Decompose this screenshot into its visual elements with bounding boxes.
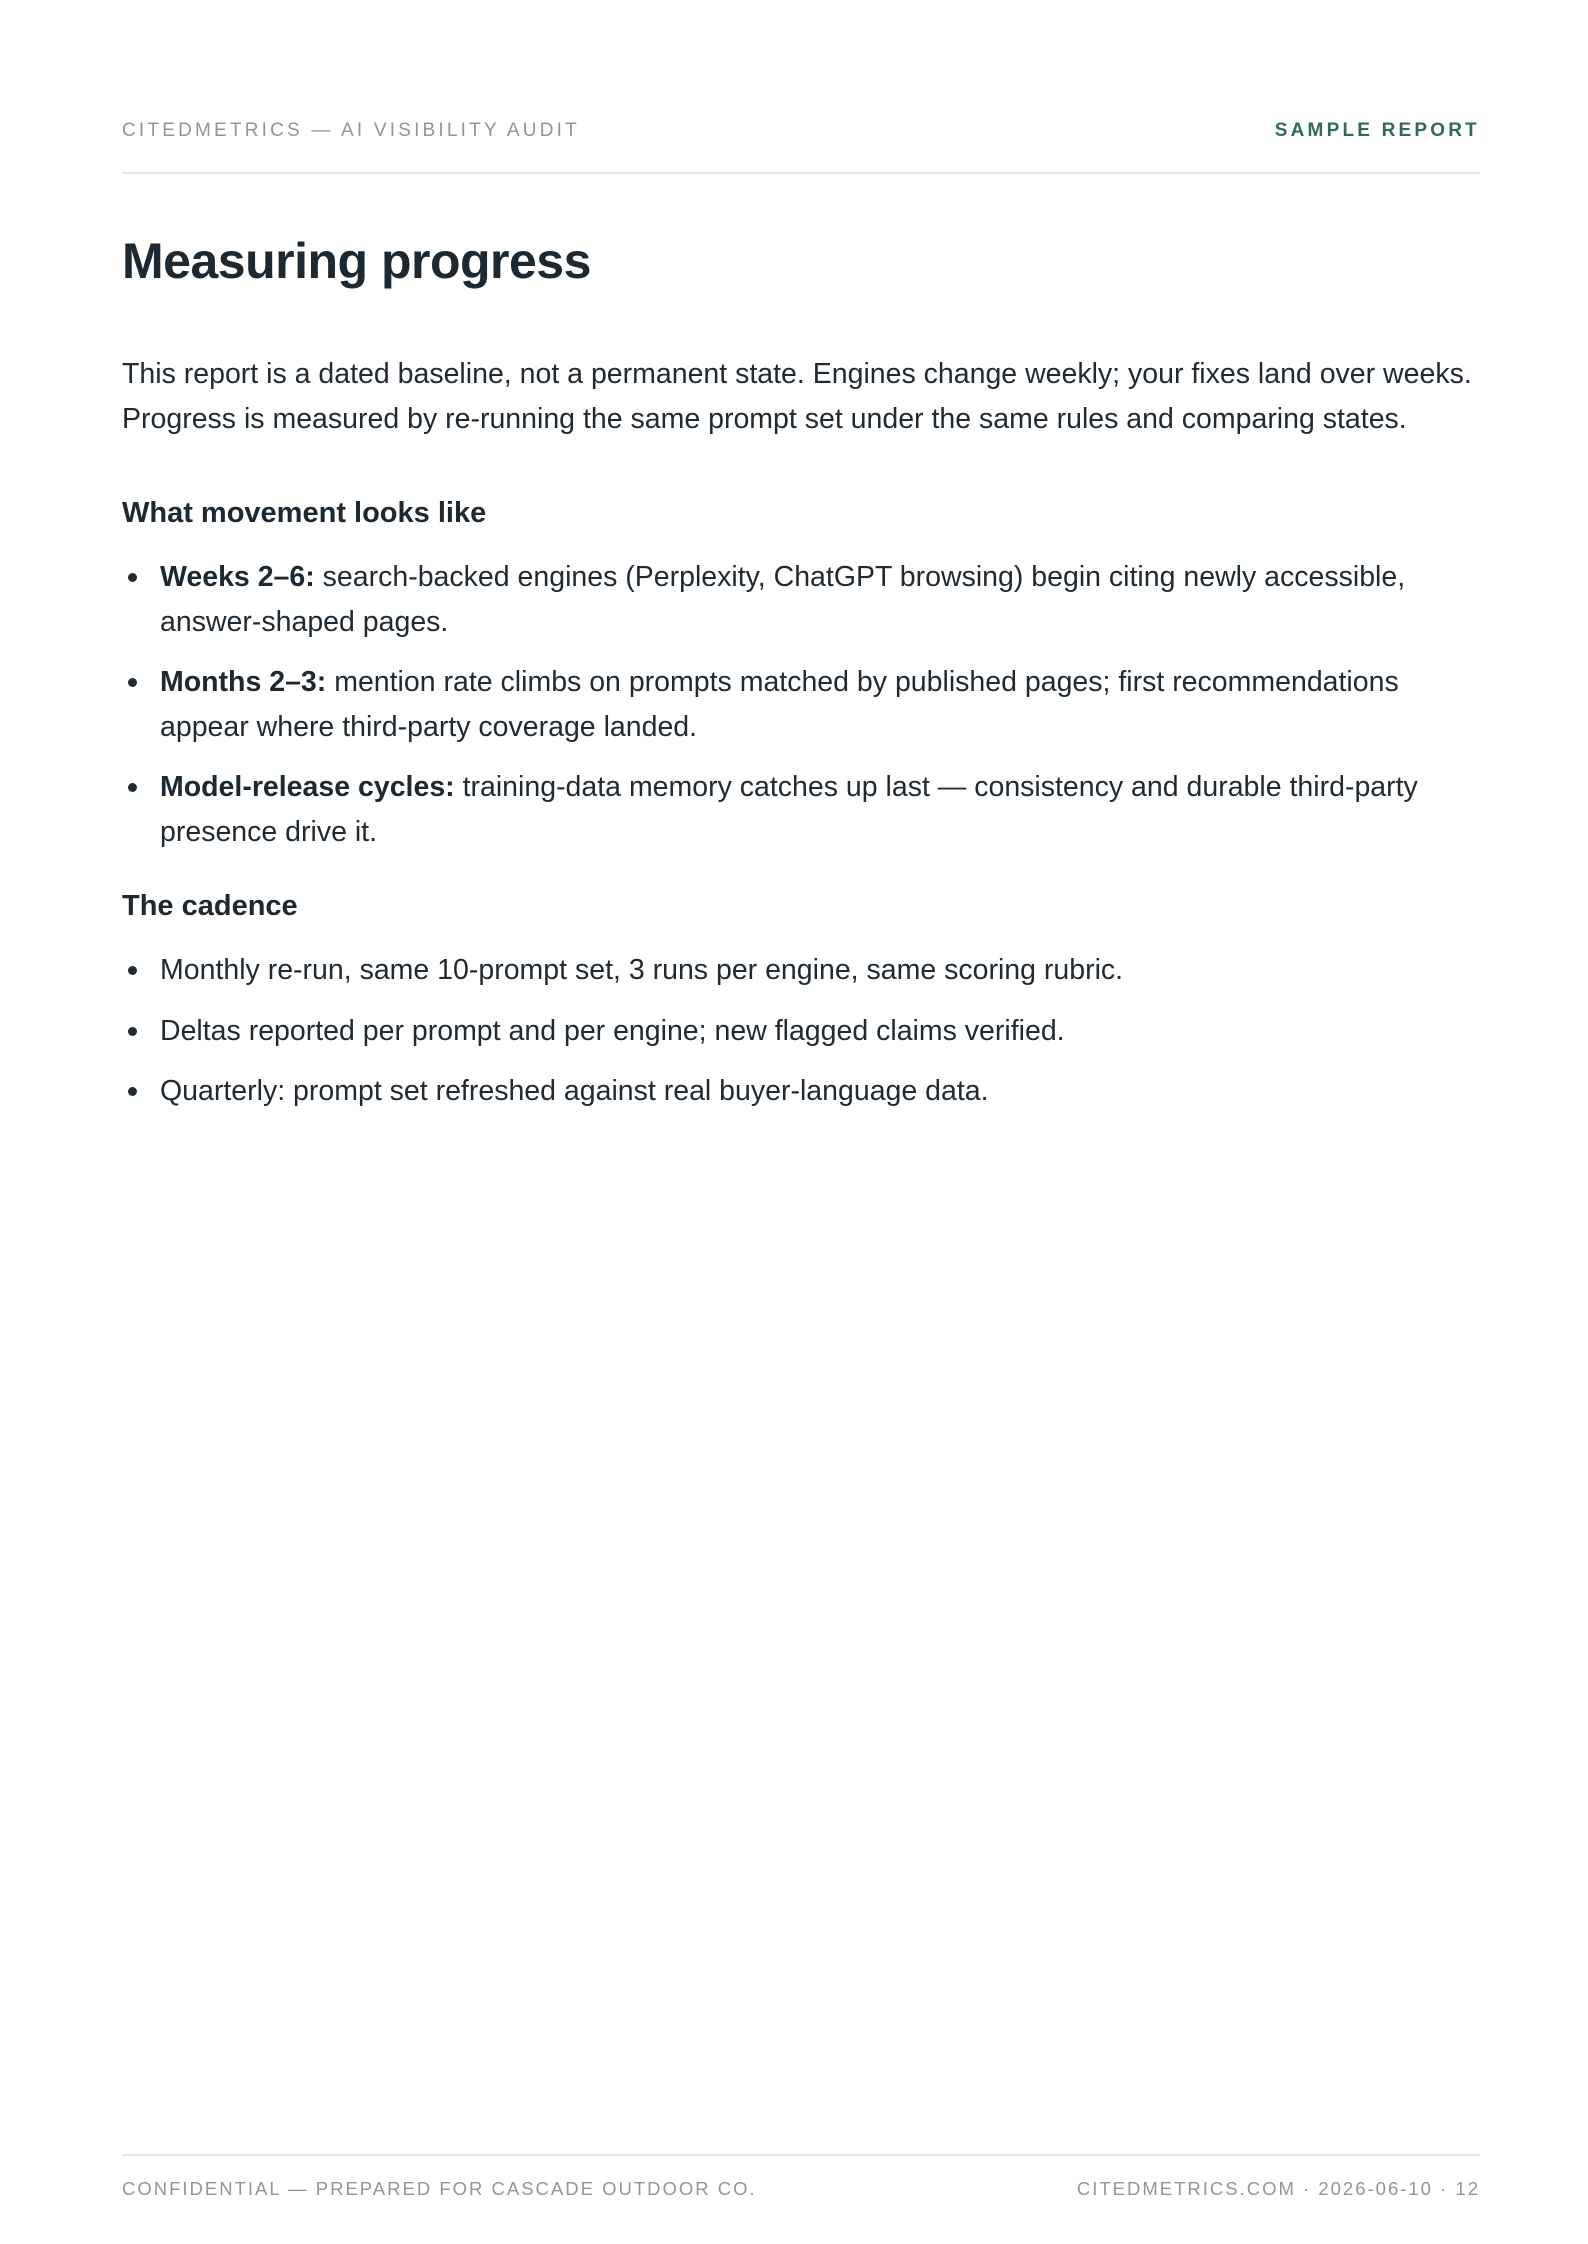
- list-item-text: training-data memory catches up last — consistency and durable third-party presence drive it.: [160, 771, 1418, 848]
- list-item: [122, 555, 1480, 644]
- list-item: [122, 660, 1480, 749]
- section-heading-cadence: The cadence: [122, 890, 298, 922]
- running-footer: [122, 2178, 1480, 2200]
- list-item-text: mention rate climbs on prompts matched by published pages; first recommendations appear where third-party coverage landed.: [160, 666, 1399, 743]
- list-item-label: Months 2–3:: [160, 666, 327, 698]
- running-header: [122, 120, 1480, 142]
- footer-confidential-label: CONFIDENTIAL — PREPARED FOR CASCADE OUTDOOR CO.: [122, 2178, 757, 2199]
- list-item-text: Deltas reported per prompt and per engine; new flagged claims verified.: [160, 1014, 1065, 1047]
- movement-list: [122, 555, 1480, 854]
- list-item-text: Quarterly: prompt set refreshed against real buyer-language data.: [160, 1075, 989, 1107]
- bullet-icon: [128, 573, 137, 582]
- header-brand-label: CITEDMETRICS — AI VISIBILITY AUDIT: [122, 120, 580, 141]
- cadence-list: [122, 948, 1480, 1114]
- bullet-icon: [128, 783, 137, 792]
- list-item: [122, 1009, 1480, 1054]
- bullet-icon: [128, 678, 137, 687]
- list-item-label: Weeks 2–6:: [160, 561, 315, 593]
- list-item-text: search-backed engines (Perplexity, ChatGPT browsing) begin citing newly accessible, answer-shaped pages.: [160, 561, 1406, 638]
- footer-site-date-page: CITEDMETRICS.COM · 2026-06-10 · 12: [1076, 2178, 1480, 2199]
- bullet-icon: [128, 966, 137, 975]
- header-report-type: SAMPLE REPORT: [1274, 120, 1480, 141]
- list-item-text: Monthly re-run, same 10-prompt set, 3 runs per engine, same scoring rubric.: [160, 954, 1124, 986]
- bullet-icon: [128, 1027, 137, 1036]
- main-content: [122, 352, 1480, 1130]
- report-page: [122, 0, 1480, 2244]
- header-divider: [122, 172, 1480, 174]
- bullet-icon: [128, 1087, 137, 1096]
- list-item: [122, 765, 1480, 854]
- list-item: [122, 1069, 1480, 1114]
- page-title: Measuring progress: [122, 233, 591, 289]
- section-heading-movement: What movement looks like: [122, 497, 487, 529]
- intro-paragraph: This report is a dated baseline, not a permanent state. Engines change weekly; your fixes land over weeks. Progress is measured by re-running the same prompt set under the same rules and comparing states.: [122, 358, 1472, 435]
- list-item: [122, 948, 1480, 993]
- list-item-label: Model-release cycles:: [160, 771, 455, 803]
- footer-divider: [122, 2154, 1480, 2156]
